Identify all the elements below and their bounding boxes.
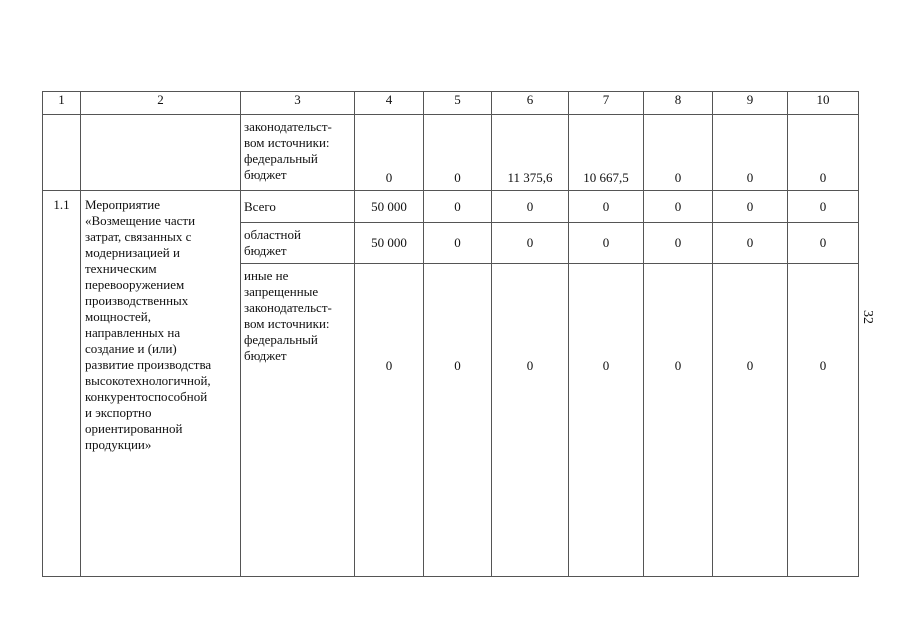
- value-cell: 0: [492, 264, 569, 577]
- value-cell: 0: [424, 264, 492, 577]
- source-label: законодательст- вом источники: федеральный бюджет: [244, 119, 332, 182]
- header-cell: 3: [241, 92, 355, 115]
- item-number: 1.1: [43, 191, 81, 577]
- value-cell: 0: [788, 223, 859, 264]
- value-cell: 0: [355, 264, 424, 577]
- value-cell: 0: [424, 191, 492, 223]
- empty-cell: [43, 115, 81, 191]
- value-cell: 0: [644, 191, 713, 223]
- value-cell: 10 667,5: [569, 115, 644, 191]
- value-cell: 0: [788, 115, 859, 191]
- source-label: областной бюджет: [244, 227, 301, 258]
- value-cell: 0: [713, 115, 788, 191]
- value-cell: 0: [492, 191, 569, 223]
- header-cell: 7: [569, 92, 644, 115]
- header-cell: 1: [43, 92, 81, 115]
- value-cell: 0: [644, 264, 713, 577]
- value-cell: 0: [569, 223, 644, 264]
- source-cell: [241, 115, 355, 191]
- page-number: 32: [860, 310, 875, 324]
- header-cell: 2: [81, 92, 241, 115]
- value-cell: 0: [492, 223, 569, 264]
- table-row: [43, 191, 859, 223]
- item-name-cell: [81, 191, 241, 577]
- value-cell: 0: [713, 264, 788, 577]
- header-cell: 4: [355, 92, 424, 115]
- header-cell: 8: [644, 92, 713, 115]
- value-cell: 0: [644, 223, 713, 264]
- value-cell: 0: [644, 115, 713, 191]
- header-cell: 6: [492, 92, 569, 115]
- header-cell: 5: [424, 92, 492, 115]
- value-cell: 0: [569, 191, 644, 223]
- value-cell: 0: [424, 115, 492, 191]
- source-label: иные не запрещенные законодательст- вом источники: федеральный бюджет: [244, 268, 332, 363]
- source-cell: [241, 264, 355, 577]
- value-cell: 0: [788, 191, 859, 223]
- value-cell: 0: [788, 264, 859, 577]
- value-cell: 0: [424, 223, 492, 264]
- table-row: [43, 115, 859, 191]
- value-cell: 11 375,6: [492, 115, 569, 191]
- value-cell: 0: [569, 264, 644, 577]
- header-row: [43, 92, 859, 115]
- item-name: Мероприятие «Возмещение части затрат, связанных с модернизацией и техническим перевооружением производственных мощностей, направленных на создание и (или) развитие производства высокотехнологичной, конкурентоспособной и экспортно ориентированной продукции»: [85, 197, 212, 452]
- value-cell: 50 000: [355, 223, 424, 264]
- empty-cell: [81, 115, 241, 191]
- value-cell: 0: [713, 191, 788, 223]
- value-cell: 0: [713, 223, 788, 264]
- source-cell: [241, 223, 355, 264]
- header-cell: 10: [788, 92, 859, 115]
- header-cell: 9: [713, 92, 788, 115]
- source-cell: Всего: [241, 191, 355, 223]
- value-cell: 0: [355, 115, 424, 191]
- budget-table: [42, 91, 859, 577]
- value-cell: 50 000: [355, 191, 424, 223]
